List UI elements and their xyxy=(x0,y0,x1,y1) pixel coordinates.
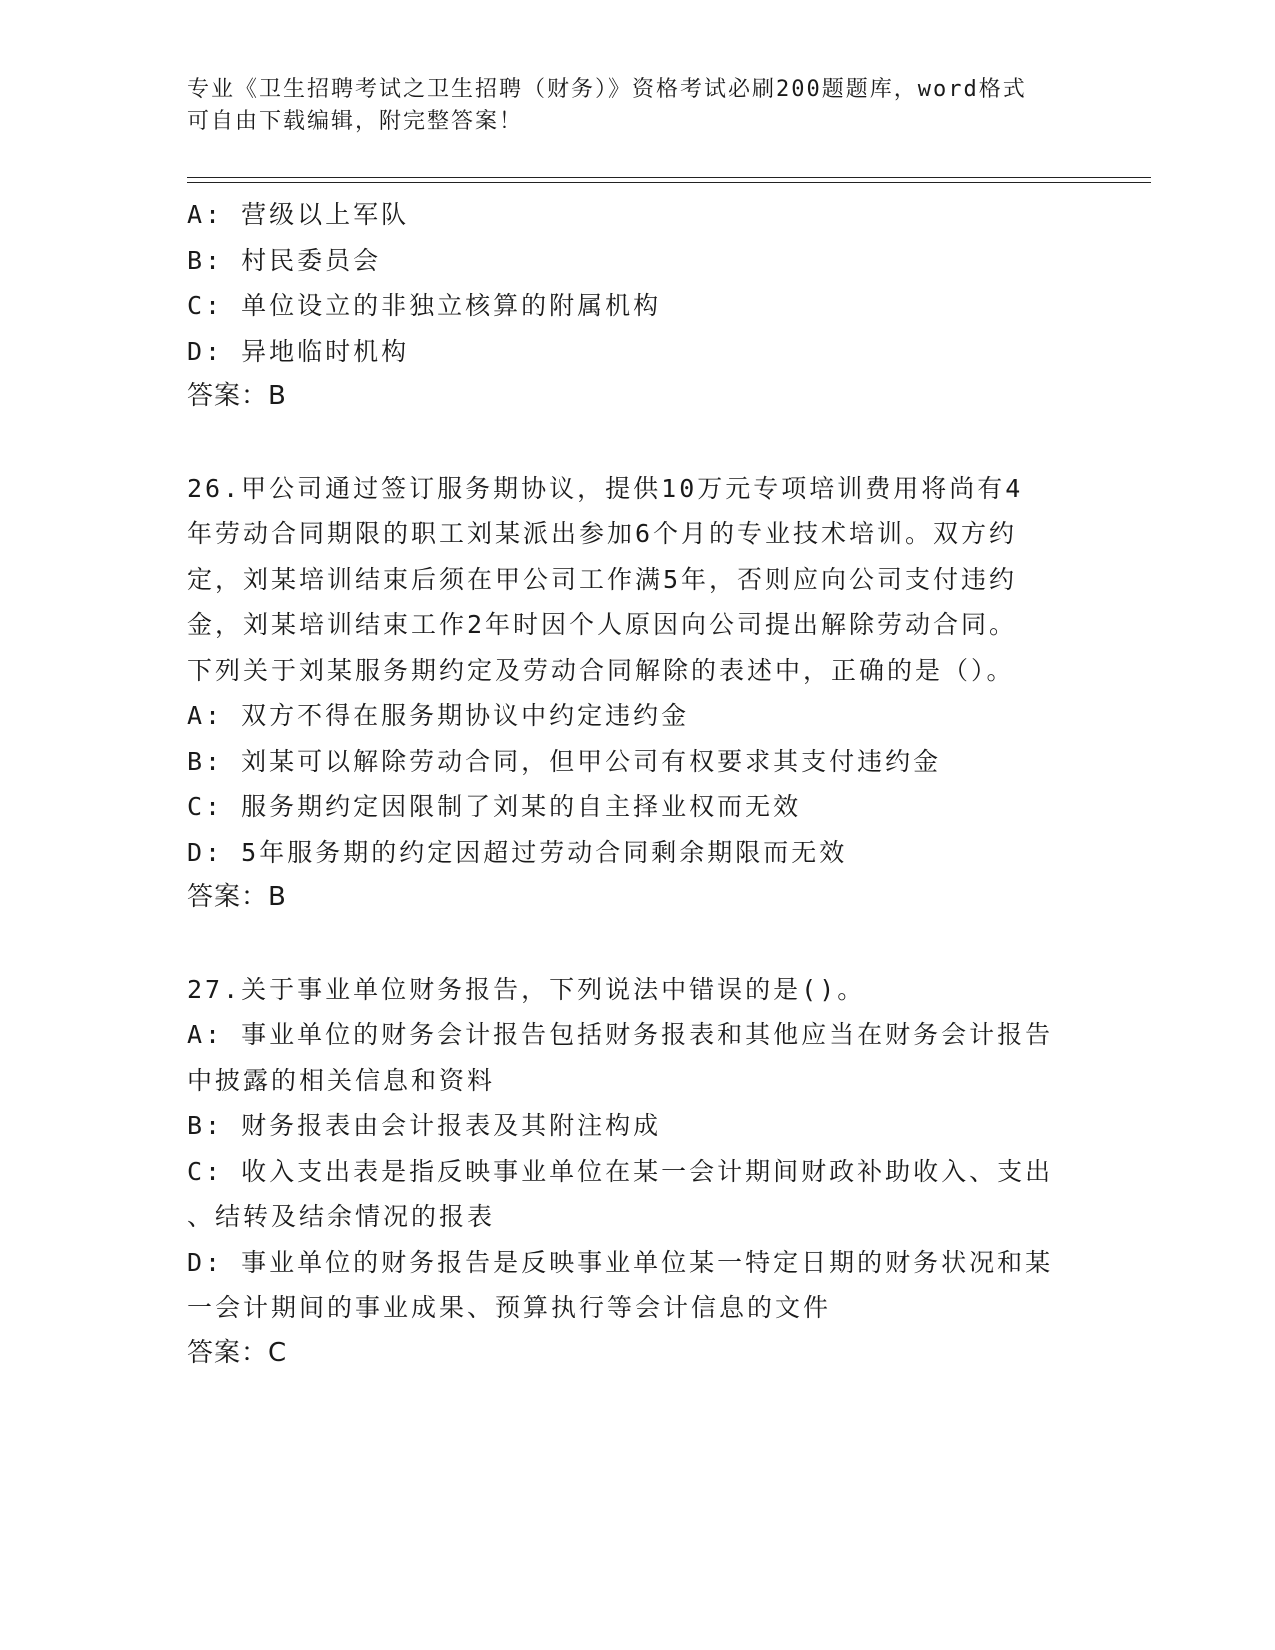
question-stem-line: 金，刘某培训结束工作2年时因个人原因向公司提出解除劳动合同。 xyxy=(187,610,1018,639)
question-stem-line: 27.关于事业单位财务报告，下列说法中错误的是()。 xyxy=(187,974,866,1004)
option-c: C: 收入支出表是指反映事业单位在某一会计期间财政补助收入、支出 xyxy=(187,1156,1054,1186)
spacer xyxy=(187,921,1087,967)
question-stem-line: 年劳动合同期限的职工刘某派出参加6个月的专业技术培训。双方约 xyxy=(187,519,1018,548)
option-c-continued: 、结转及结余情况的报表 xyxy=(187,1202,496,1231)
header-divider-bottom xyxy=(187,182,1151,183)
header-line-2: 可自由下载编辑，附完整答案！ xyxy=(187,109,524,134)
option-c: C: 服务期约定因限制了刘某的自主择业权而无效 xyxy=(187,792,802,821)
option-a: A: 双方不得在服务期协议中约定违约金 xyxy=(187,701,690,730)
option-a: A: 事业单位的财务会计报告包括财务报表和其他应当在财务会计报告 xyxy=(187,1020,1054,1049)
option-d: D: 5年服务期的约定因超过劳动合同剩余期限而无效 xyxy=(187,837,848,867)
answer-label: 答案：B xyxy=(187,882,287,912)
option-d: D: 事业单位的财务报告是反映事业单位某一特定日期的财务状况和某 xyxy=(187,1247,1054,1277)
header-divider-top xyxy=(187,177,1151,178)
option-b: B: 村民委员会 xyxy=(187,245,382,275)
option-b: B: 刘某可以解除劳动合同，但甲公司有权要求其支付违约金 xyxy=(187,746,942,776)
document-header xyxy=(187,74,1067,138)
option-d: D: 异地临时机构 xyxy=(187,336,410,366)
question-block-25 xyxy=(187,192,1087,420)
option-a-continued: 中披露的相关信息和资料 xyxy=(187,1065,496,1095)
question-stem-line: 26.甲公司通过签订服务期协议，提供10万元专项培训费用将尚有4 xyxy=(187,473,1024,503)
option-c: C: 单位设立的非独立核算的附属机构 xyxy=(187,291,662,320)
answer-label: 答案：B xyxy=(187,381,287,411)
option-d-continued: 一会计期间的事业成果、预算执行等会计信息的文件 xyxy=(187,1293,832,1322)
spacer xyxy=(187,420,1087,466)
header-line-1: 专业《卫生招聘考试之卫生招聘（财务）》资格考试必刷200题题库，word格式 xyxy=(187,77,1027,102)
option-a: A: 营级以上军队 xyxy=(187,200,410,229)
question-stem-line: 定，刘某培训结束后须在甲公司工作满5年，否则应向公司支付违约 xyxy=(187,564,1018,594)
question-content xyxy=(187,192,1087,1376)
option-b: B: 财务报表由会计报表及其附注构成 xyxy=(187,1111,662,1140)
question-block-27 xyxy=(187,967,1087,1377)
answer-label: 答案：C xyxy=(187,1337,288,1368)
question-stem-line: 下列关于刘某服务期约定及劳动合同解除的表述中，正确的是（）。 xyxy=(187,655,1015,685)
question-block-26 xyxy=(187,466,1087,921)
